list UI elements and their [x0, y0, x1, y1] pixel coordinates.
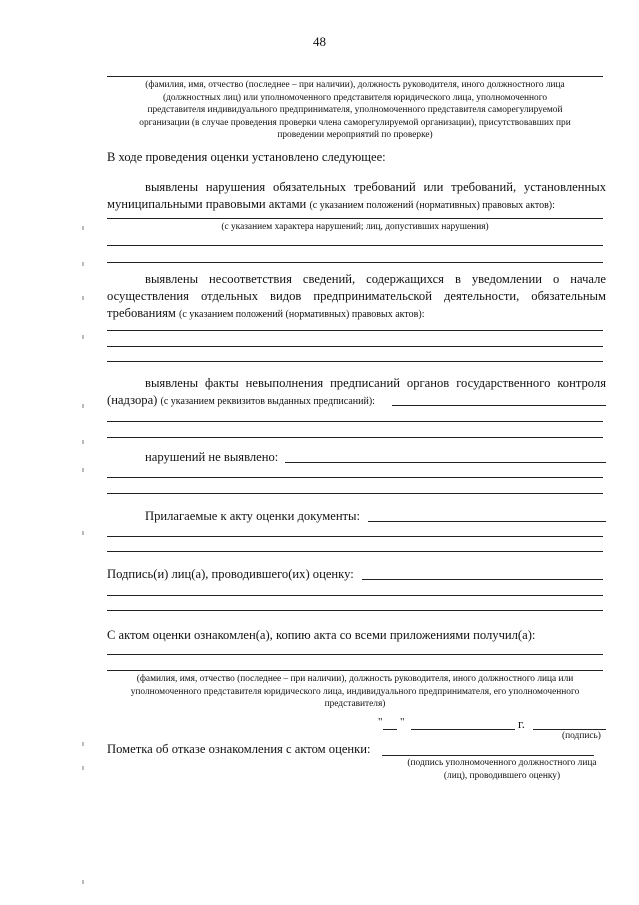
- date-month-line: [411, 729, 515, 730]
- refusal-caption-line: (лиц), проводившего оценку): [443, 770, 561, 781]
- header-fill-line: [107, 76, 603, 77]
- refusal-caption: [392, 757, 612, 782]
- signatures-fill-line: [362, 579, 603, 580]
- date-open-quote: ": [378, 716, 383, 728]
- attachments-line: [107, 536, 603, 537]
- date-signature-line: [533, 729, 606, 730]
- acknowledged-caption: [107, 673, 603, 711]
- scan-mark: [82, 880, 84, 884]
- mismatch-text-note: (с указанием положений (нормативных) правовых актов):: [179, 309, 425, 320]
- intro-text: В ходе проведения оценки установлено следующее:: [107, 150, 386, 164]
- signatures-label: Подпись(и) лиц(а), проводившего(их) оценку:: [107, 567, 354, 581]
- acknowledged-caption-line: уполномоченного представителя юридического лица, индивидуального предпринимателя, его уполномоченного: [130, 686, 580, 697]
- date-year-suffix: г.: [518, 717, 525, 731]
- orders-text: выявлены факты невыполнения предписаний органов государственного контроля (надзора): [107, 376, 606, 407]
- mismatch-line: [107, 330, 603, 331]
- orders-text-note: (с указанием реквизитов выданных предписаний):: [160, 396, 375, 407]
- acknowledged-label: С актом оценки ознакомлен(а), копию акта со всеми приложениями получил(а):: [107, 628, 536, 642]
- acknowledged-line: [107, 654, 603, 655]
- scan-mark: [82, 742, 84, 746]
- header-caption-line: организации (в случае проведения проверки члена саморегулируемой организации), присутствовавших при: [139, 117, 571, 128]
- no-violations-line: [107, 493, 603, 494]
- scan-mark: [82, 226, 84, 230]
- scan-mark: [82, 440, 84, 444]
- violations-text-note: (с указанием положений (нормативных) правовых актов):: [309, 200, 555, 211]
- refusal-fill-line: [382, 755, 594, 756]
- date-close-quote: ": [400, 716, 405, 728]
- header-caption-line: проведении мероприятий по проверке): [277, 130, 433, 141]
- mismatch-text: выявлены несоответствия сведений, содержащихся в уведомлении о начале осуществления отдельных видов предпринимательской деятельности, обязательным требованиям: [107, 272, 606, 320]
- attachments-line: [107, 551, 603, 552]
- scan-mark: [82, 531, 84, 535]
- orders-fill-line: [392, 405, 606, 406]
- refusal-caption-line: (подпись уполномоченного должностного лица: [407, 758, 597, 768]
- violations-caption: (с указанием характера нарушений; лиц, допустивших нарушения): [221, 222, 489, 232]
- scan-mark: [82, 468, 84, 472]
- mismatch-line: [107, 361, 603, 362]
- signature-caption: (подпись): [562, 731, 601, 741]
- page-number: 48: [313, 34, 326, 49]
- scan-mark: [82, 766, 84, 770]
- scan-mark: [82, 262, 84, 266]
- signatures-line: [107, 595, 603, 596]
- no-violations-label: нарушений не выявлено:: [145, 450, 279, 464]
- violations-line: [107, 262, 603, 263]
- violations-line: [107, 245, 603, 246]
- violations-line: [107, 218, 603, 219]
- mismatch-line: [107, 346, 603, 347]
- acknowledged-caption-line: представителя): [324, 699, 386, 710]
- scan-mark: [82, 296, 84, 300]
- header-caption-line: (должностных лиц) или уполномоченного представителя юридического лица, уполномоченного: [162, 92, 548, 103]
- header-caption-line: представителя индивидуального предпринимателя, уполномоченного представителя саморегулируемой: [147, 105, 563, 116]
- header-caption: [107, 79, 603, 142]
- orders-line: [107, 437, 603, 438]
- scan-mark: [82, 404, 84, 408]
- acknowledged-line: [107, 670, 603, 671]
- attachments-fill-line: [368, 521, 606, 522]
- no-violations-fill-line: [285, 462, 606, 463]
- mismatch-paragraph: [107, 271, 606, 323]
- no-violations-line: [107, 477, 603, 478]
- acknowledged-caption-line: (фамилия, имя, отчество (последнее – при наличии), должность руководителя, иного должностного лица или: [136, 674, 574, 684]
- orders-line: [107, 421, 603, 422]
- violations-text: выявлены нарушения обязательных требований или требований, установленных муниципальными правовыми актами: [107, 180, 606, 211]
- header-caption-line: (фамилия, имя, отчество (последнее – при наличии), должность руководителя, иного должностного лица: [145, 80, 565, 90]
- scan-mark: [82, 335, 84, 339]
- refusal-label: Пометка об отказе ознакомления с актом оценки:: [107, 742, 371, 756]
- attachments-label: Прилагаемые к акту оценки документы:: [145, 509, 361, 523]
- violations-paragraph: [107, 179, 606, 214]
- date-day-line: [383, 729, 397, 730]
- signatures-line: [107, 610, 603, 611]
